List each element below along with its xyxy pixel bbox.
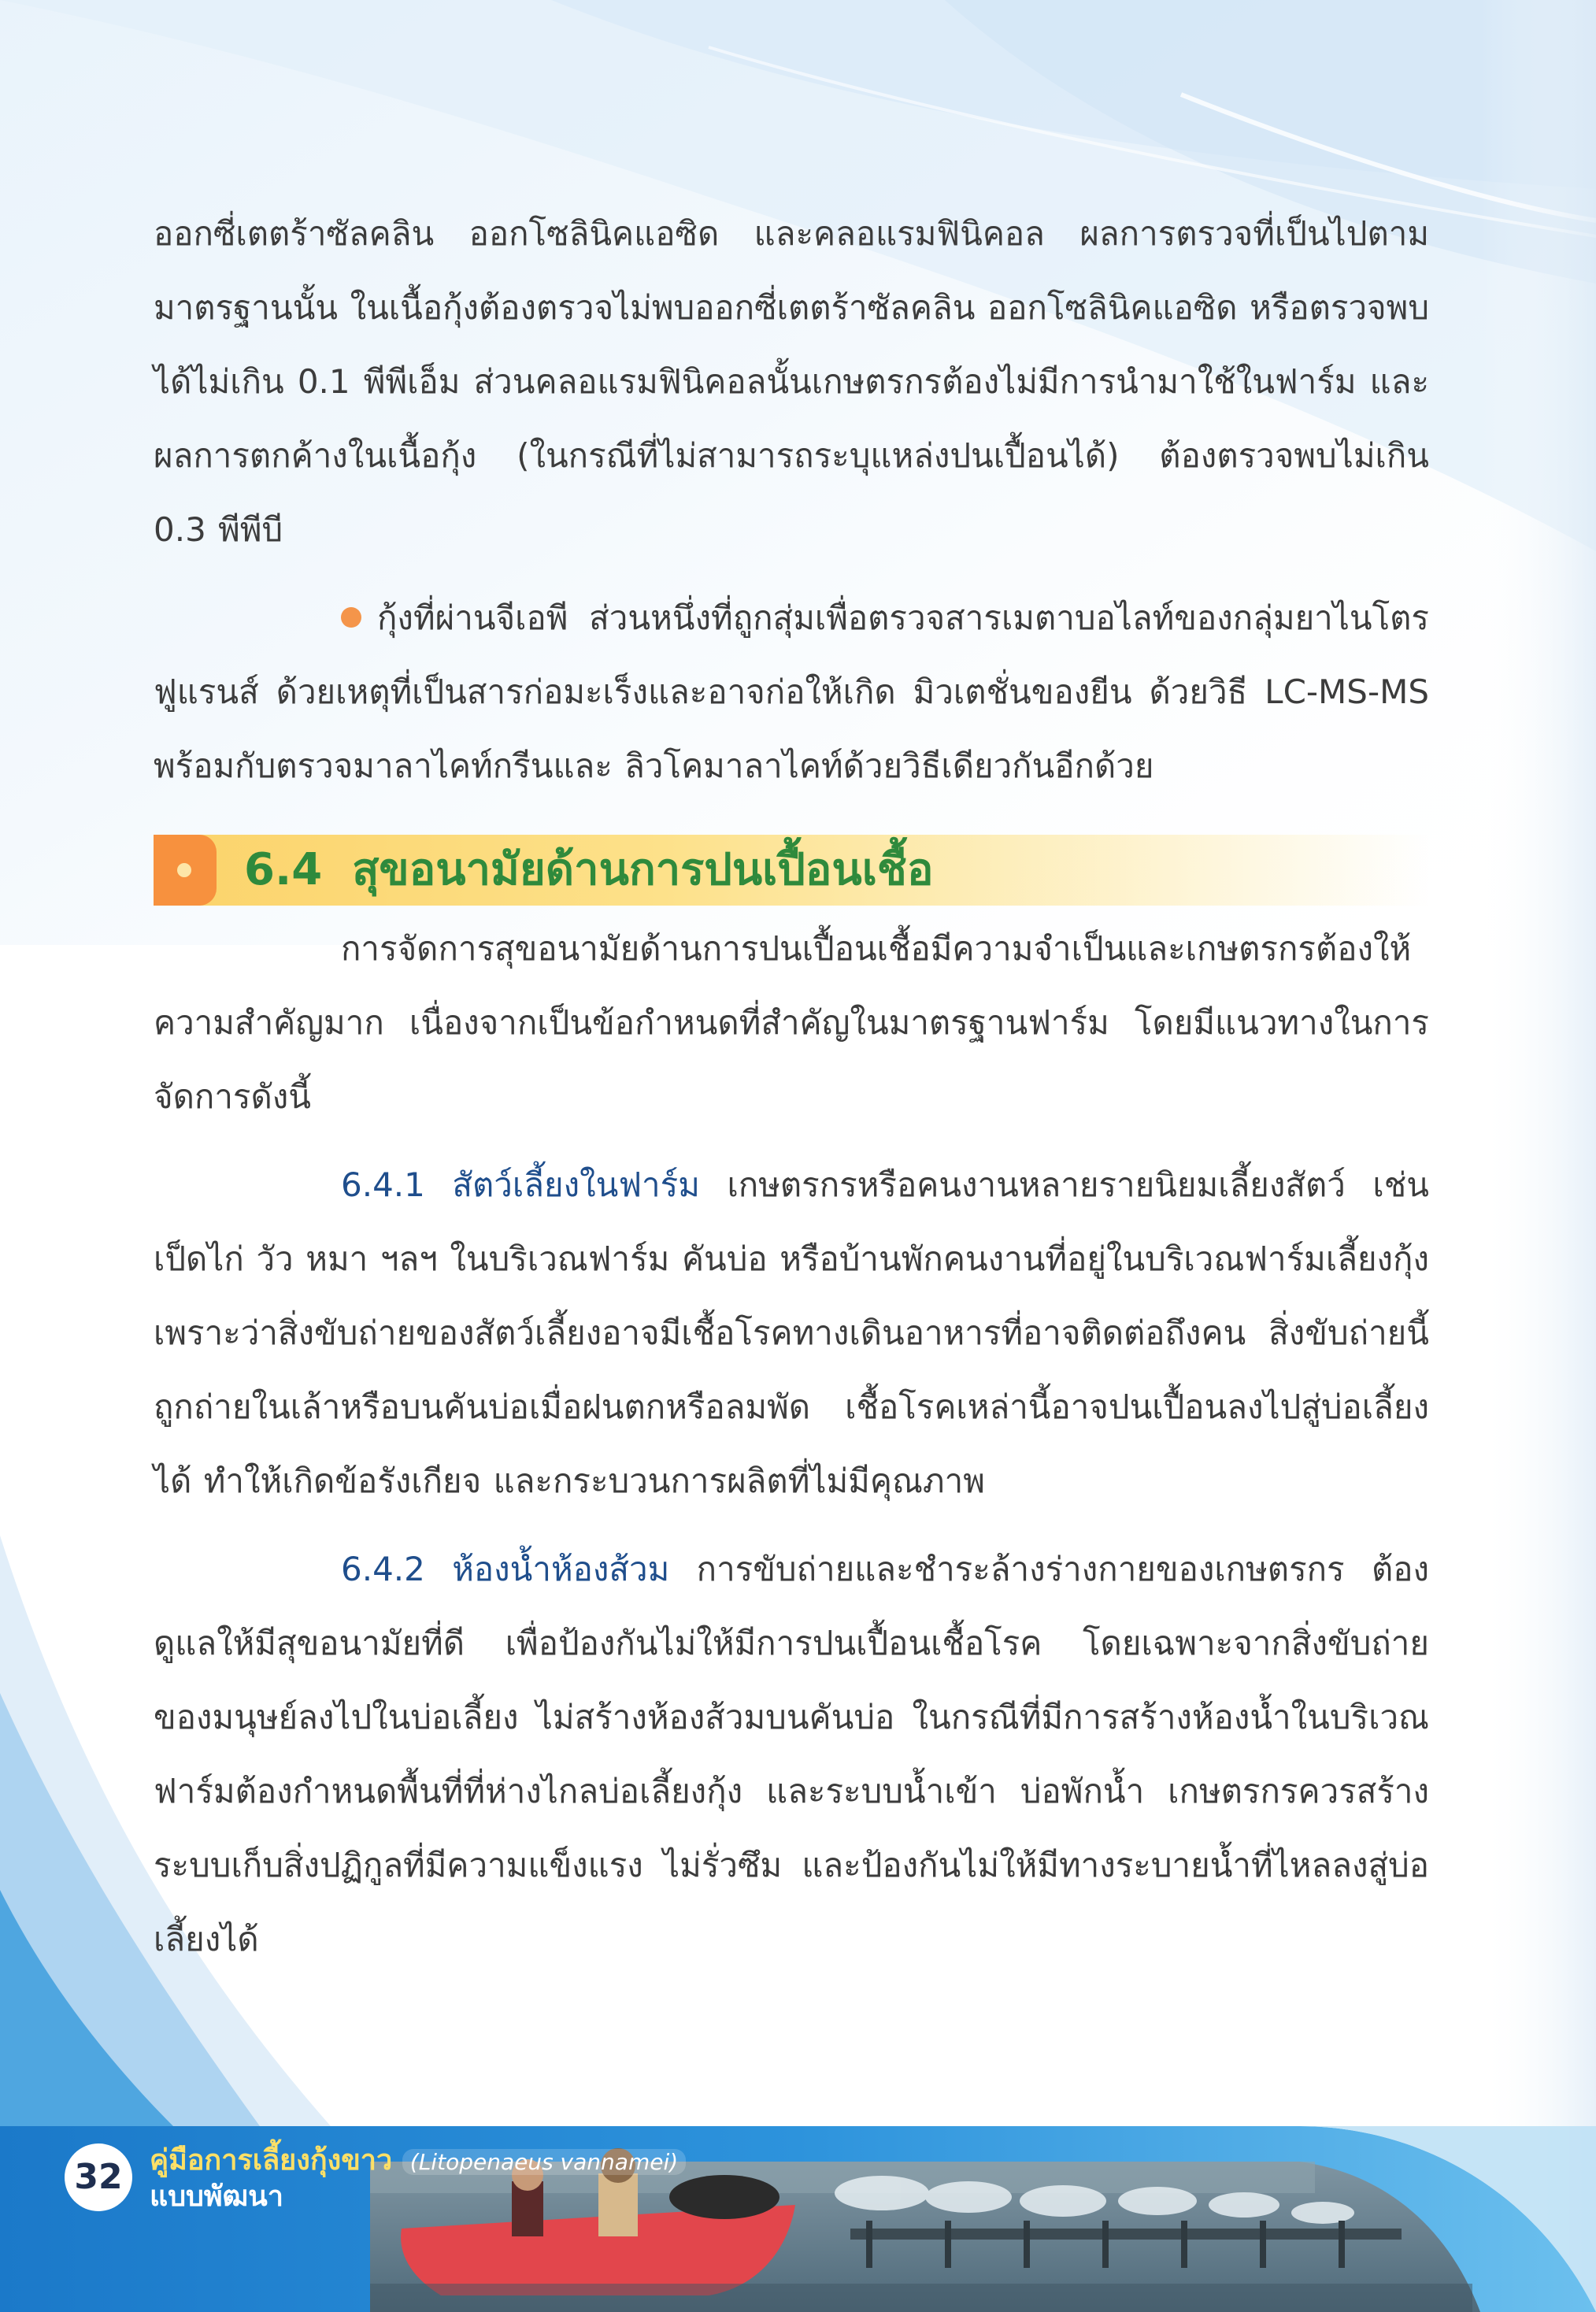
paragraph-farm-animals-text: เกษตรกรหรือคนงานหลายรายนิยมเลี้ยงสัตว์ เช่น เป็ดไก่ วัว หมา ฯลฯ ในบริเวณฟาร์ม คันบ่อ หรือบ้านพักคนงานที่อยู่ในบริเวณฟาร์มเลี้ยงกุ้ง เพราะว่าสิ่งขับถ่ายของสัตว์เลี้ยงอาจมีเชื้อโรคทางเดินอาหารที่อาจติดต่อถึงคน สิ่งขับถ่ายนี้ถูกถ่ายในเล้าหรือบนคันบ่อเมื่อฝนตกหรือลมพัด เชื้อโรคเหล่านี้อาจปนเปื้อนลงไปสู่บ่อเลี้ยงได้ ทำให้เกิดข้อรังเกียจ และกระบวนการผลิตที่ไม่มีคุณภาพ [154,1165,1429,1500]
paragraph-residue-limits: ออกซี่เตตร้าซัลคลิน ออกโซลินิคแอซิด และคลอแรมฟินิคอล ผลการตรวจที่เป็นไปตามมาตรฐานนั้น ในเนื้อกุ้งต้องตรวจไม่พบออกซี่เตตร้าซัลคลิน ออกโซลินิคแอซิด หรือตรวจพบได้ไม่เกิน 0.1 พีพีเอ็ม ส่วนคลอแรมฟินิคอลนั้นเกษตรกรต้องไม่มีการนำมาใช้ในฟาร์ม และผลการตกค้างในเนื้อกุ้ง (ในกรณีที่ไม่สามารถระบุแหล่งปนเปื้อนได้) ต้องตรวจพบไม่เกิน 0.3 พีพีบี [154,214,1429,549]
footer-subtitle: แบบพัฒนา [150,2180,283,2213]
page-number: 32 [65,2143,132,2211]
section-title [244,835,933,906]
subheading-toilets: 6.4.2 ห้องน้ำห้องส้วม [341,1550,670,1588]
footer-scientific-name: (Litopenaeus vannamei) [402,2149,686,2175]
paragraph-toilets [154,1532,1429,1977]
paragraph-nitrofuran-testing [154,581,1429,803]
section-tab-marker [154,835,217,906]
footer-title-text: คู่มือการเลี้ยงกุ้งขาว [150,2144,393,2177]
bullet-dot-icon [341,607,361,628]
body-text [154,197,1429,1977]
footer-book-title [150,2143,686,2180]
section-dot-icon [177,863,191,877]
paragraph-farm-animals [154,1148,1429,1518]
paragraph-nitrofuran-text: กุ้งที่ผ่านจีเอพี ส่วนหนึ่งที่ถูกสุ่มเพื่อตรวจสารเมตาบอไลท์ของกลุ่มยาไนโตรฟูแรนส์ ด้วยเหตุที่เป็นสารก่อมะเร็งและอาจก่อให้เกิด มิวเตชั่นของยีน ด้วยวิธี LC-MS-MS พร้อมกับตรวจมาลาไคท์กรีนและ ลิวโคมาลาไคท์ด้วยวิธีเดียวกันอีกด้วย [154,598,1429,785]
section-header-bar [154,835,1429,906]
subheading-farm-animals: 6.4.1 สัตว์เลี้ยงในฟาร์ม [341,1165,700,1204]
section-title-text: สุขอนามัยด้านการปนเปื้อนเชื้อ [352,844,934,895]
paragraph-toilets-text: การขับถ่ายและชำระล้างร่างกายของเกษตรกร ต้องดูแลให้มีสุขอนามัยที่ดี เพื่อป้องกันไม่ให้มีการปนเปื้อนเชื้อโรค โดยเฉพาะจากสิ่งขับถ่ายของมนุษย์ลงไปในบ่อเลี้ยง ไม่สร้างห้องส้วมบนคันบ่อ ในกรณีที่มีการสร้างห้องน้ำในบริเวณฟาร์มต้องกำหนดพื้นที่ที่ห่างไกลบ่อเลี้ยงกุ้ง และระบบน้ำเข้า บ่อพักน้ำ เกษตรกรควรสร้างระบบเก็บสิ่งปฏิกูลที่มีความแข็งแรง ไม่รั่วซึม และป้องกันไม่ให้มีทางระบายน้ำที่ไหลลงสู่บ่อเลี้ยงได้ [154,1550,1429,1958]
paragraph-contamination-intro: การจัดการสุขอนามัยด้านการปนเปื้อนเชื้อมีความจำเป็นและเกษตรกรต้องให้ความสำคัญมาก เนื่องจากเป็นข้อกำหนดที่สำคัญในมาตรฐานฟาร์ม โดยมีแนวทางในการจัดการดังนี้ [154,929,1429,1116]
section-number: 6.4 [244,844,323,895]
